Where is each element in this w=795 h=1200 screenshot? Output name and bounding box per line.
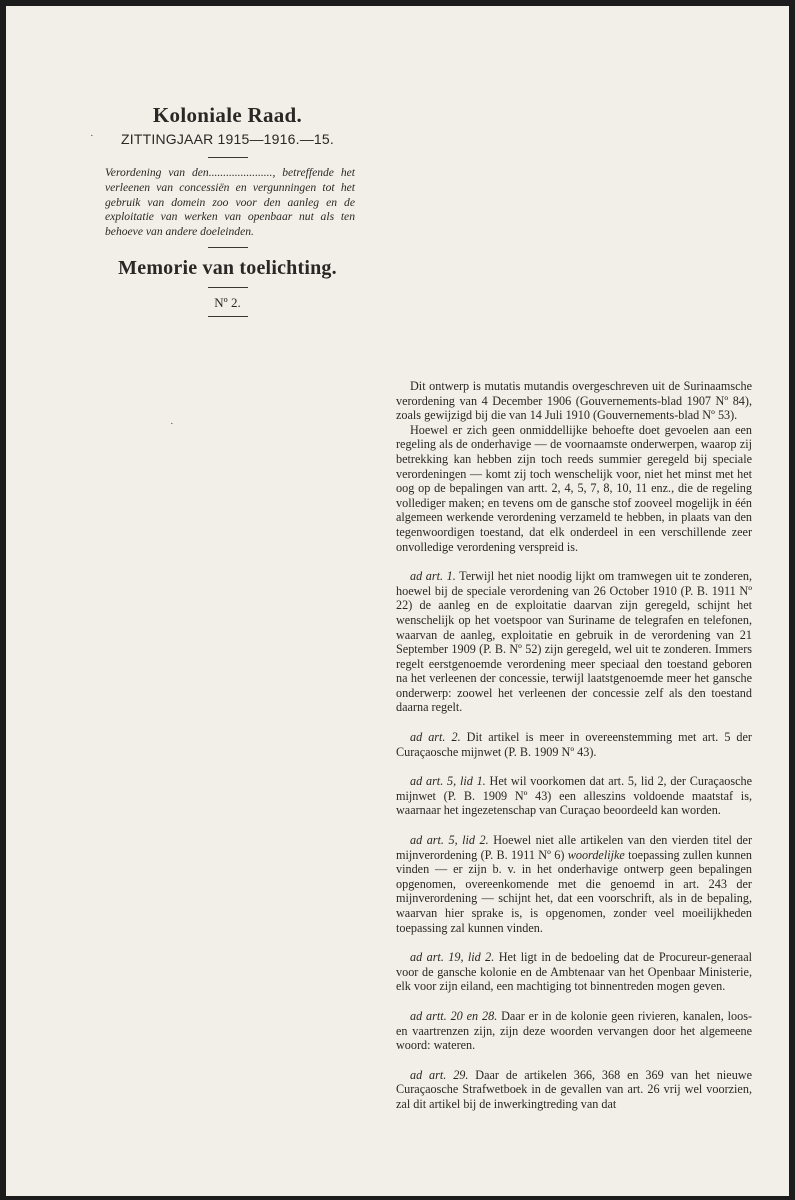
- article-ref: ad art. 1.: [410, 569, 456, 584]
- paragraph-art1: [396, 569, 752, 715]
- article-text: Daar de artikelen 366, 368 en 369 van het nieuwe Curaçaosche Strafwetboek in de gevallen van art. 26 vrij wel voorzien, zal dit artikel bij de inwerkingtreding van dat: [396, 1067, 752, 1111]
- article-ref: ad artt. 20 en 28.: [410, 1008, 498, 1023]
- article-text: toepassing zullen kunnen vinden — er zijn b. v. in het onderhavige ontwerp geen bepalingen opgenomen, overeenkomende met die genoemd in art. 243 der mijnverordening — schijnt het, dat een voorschrift, als in de bepaling, waarvan hier sprake is, is opgenomen, zonder veel moeilijkheden toepassing zal kunnen vinden.: [396, 847, 753, 935]
- paragraph-art20-28: [396, 1009, 752, 1053]
- document-number: Nº 2.: [214, 295, 241, 310]
- paragraph-intro: Dit ontwerp is mutatis mutandis overgeschreven uit de Surinaamsche verordening van 4 December 1906 (Gouvernements-blad 1907 Nº 84), zoals gewijzigd bij die van 14 Juli 1910 (Gouvernements-blad Nº 53).: [396, 379, 752, 423]
- paragraph-art5-lid2: [396, 833, 752, 935]
- session-year: ZITTINGJAAR 1915—1916.—15.: [121, 131, 334, 147]
- ink-mark: ·: [170, 418, 174, 430]
- ink-mark: ·: [90, 130, 94, 142]
- explanatory-text: [396, 379, 752, 1127]
- article-ref: ad art. 19, lid 2.: [410, 950, 495, 965]
- memorie-heading: Memorie van toelichting.: [118, 257, 337, 279]
- paragraph-art19: [396, 950, 752, 994]
- article-text: Dit artikel is meer in overeenstemming met art. 5 der Curaçaosche mijnwet (P. B. 1909 Nº 43).: [396, 730, 752, 759]
- article-ref: ad art. 5, lid 1.: [410, 774, 486, 789]
- divider: [208, 316, 248, 317]
- divider: [208, 157, 248, 158]
- page-border-top: [0, 0, 795, 6]
- paragraph-art5-lid1: [396, 774, 752, 818]
- article-text: Het wil voorkomen dat art. 5, lid 2, der Curaçaosche mijnwet (P. B. 1909 Nº 43) een alleszins voldoende maatstaf is, waarnaar het ingezetenschap van Curaçao beoordeeld kan worden.: [396, 774, 752, 818]
- article-text: Terwijl het niet noodig lijkt om tramwegen uit te zonderen, hoewel bij de speciale verordening van 26 October 1910 (P. B. 1911 Nº 22) de aanleg en de exploitatie daarvan zijn geregeld, schijnt het wenschelijk op het voetspoor van Suriname de telegrafen en telefonen, waarvan de aanleg, exploitatie en gebruik in de verordening van 21 September 1909 (P. B. Nº 52) zijn geregeld, wel uit te zonderen. Immers regelt eerstgenoemde verordening meer speciaal den toestand geboren na het verleenen der concessie, terwijl laatstgenoemde meer het gansche onderwerp: zoowel het verleenen der concessie zelf als den toestand daarna regelt.: [396, 569, 752, 715]
- divider: [208, 247, 248, 248]
- page-border-left: [0, 0, 6, 1200]
- article-text: Het ligt in de bedoeling dat de Procureur-generaal voor de gansche kolonie en de Ambtenaar van het Openbaar Ministerie, elk voor zijn eiland, een machtiging tot binnentreden mogen geven.: [396, 950, 752, 994]
- page-border-bottom: [0, 1196, 795, 1200]
- article-ref: ad art. 2.: [410, 730, 461, 745]
- paragraph-rationale: Hoewel er zich geen onmiddellijke behoefte doet gevoelen aan een regeling als de onderhavige — de voornaamste onderwerpen, waarop zij betrekking kan hebben zijn toch reeds summier geregeld bij speciale verordeningen — komt zij toch wenschelijk voor, niet het minst met het oog op de bepalingen van artt. 2, 4, 5, 7, 8, 10, 11 enz., die de regeling vollediger maken; en tevens om de gansche stof zooveel mogelijk in één algemeen werkende verordening verzameld te hebben, in plaats van den tegenwoordigen toestand, dat elk onderdeel in een verschillende zeer onvolledige verordening verspreid is.: [396, 422, 752, 554]
- article-text: Hoewel niet alle artikelen van den vierden titel der mijnverordening (P. B. 1911 Nº 6): [396, 833, 753, 862]
- ordinance-description: Verordening van den......................, betreffende het verleenen van concessiën en vergunningen tot het gebruik van domein zoo voor den aanleg en de exploitatie van werken van openbaar nut als ten behoeve van andere doeleinden.: [105, 166, 355, 239]
- article-ref: ad art. 5, lid 2.: [410, 833, 489, 848]
- paragraph-art2: [396, 730, 752, 759]
- council-title: Koloniale Raad.: [152, 103, 303, 127]
- emphasis: woordelijke: [567, 847, 625, 862]
- divider: [208, 287, 248, 288]
- paragraph-art29: [396, 1068, 752, 1112]
- article-text: Daar er in de kolonie geen rivieren, kanalen, loos- en vaartrenzen zijn, zijn deze woorden vervangen door het algemeene woord: wateren.: [396, 1008, 753, 1053]
- article-ref: ad art. 29.: [410, 1067, 469, 1082]
- page-border-right: [789, 0, 795, 1200]
